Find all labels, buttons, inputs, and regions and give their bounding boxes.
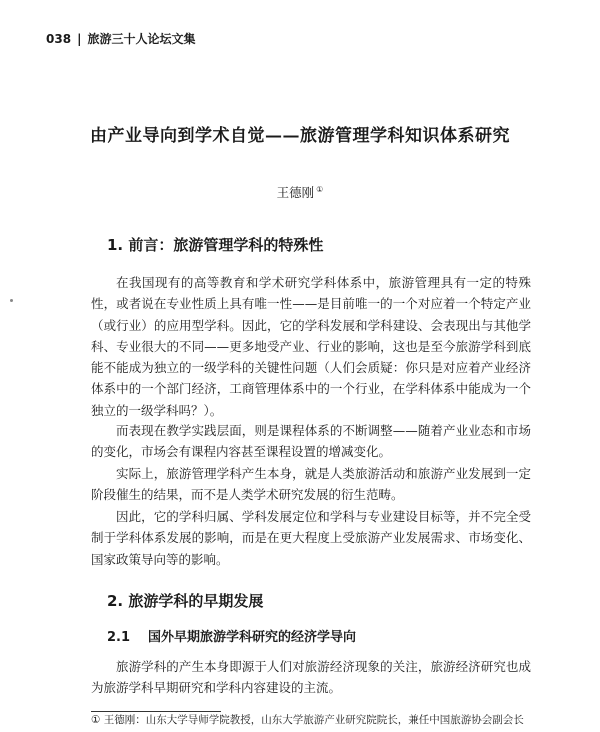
- section-1-paragraph-1: 在我国现有的高等教育和学术研究学科体系中，旅游管理具有一定的特殊性，或者说在专业性质上具有唯一性——是目前唯一的一个对应着一个特定产业（或行业）的应用型学科。因此，它的学科发展和学科建设、会表现出与其他学科、专业很大的不同——更多地受产业、行业的影响，这也是至今旅游学科到底能不能成为独立的一级学科的关键性问题（人们会质疑：你只是对应着产业经济体系中的一个部门经济，工商管理体系中的一个行业，在学科体系中能成为一个独立的一级学科吗？）。: [91, 275, 531, 418]
- section-1-heading: 1. 前言：旅游管理学科的特殊性: [107, 236, 324, 254]
- margin-mark: [10, 299, 13, 302]
- article-title: 由产业导向到学术自觉——旅游管理学科知识体系研究: [90, 126, 510, 146]
- footnote-divider: [91, 711, 221, 712]
- author-footnote-mark: ①: [316, 184, 324, 194]
- section-1-paragraph-3: 实际上，旅游管理学科产生本身，就是人类旅游活动和旅游产业发展到一定阶段催生的结果，而不是人类学术研究发展的衍生范畴。: [91, 466, 531, 503]
- section-1-paragraph-2: 而表现在教学实践层面，则是课程体系的不断调整——随着产业业态和市场的变化，市场会有课程内容甚至课程设置的增减变化。: [91, 423, 531, 460]
- article-author: [0, 183, 600, 201]
- footnote-text: 王德刚：山东大学导师学院教授，山东大学旅游产业研究院院长，兼任中国旅游协会副会长: [103, 714, 524, 726]
- footnote: [91, 713, 541, 728]
- subsection-title: 国外早期旅游学科研究的经济学导向: [148, 630, 357, 645]
- section-2-heading: 2. 旅游学科的早期发展: [107, 592, 264, 610]
- page-number: 038: [46, 32, 72, 46]
- footnote-mark: ①: [91, 714, 101, 726]
- author-name: 王德刚: [276, 185, 315, 200]
- section-1-paragraph-4: 因此，它的学科归属、学科发展定位和学科与专业建设目标等，并不完全受制于学科体系发展的影响，而是在更大程度上受旅游产业发展需求、市场变化、国家政策导向等的影响。: [91, 509, 531, 567]
- book-title: 旅游三十人论坛文集: [87, 32, 196, 46]
- subsection-2-1-heading: [107, 626, 356, 645]
- subsection-2-1-paragraph-1: 旅游学科的产生本身即源于人们对旅游经济现象的关注，旅游经济研究也成为旅游学科早期研究和学科内容建设的主流。: [91, 659, 531, 696]
- running-header: [46, 30, 195, 47]
- subsection-number: 2.1: [107, 630, 131, 645]
- header-separator: |: [77, 32, 82, 46]
